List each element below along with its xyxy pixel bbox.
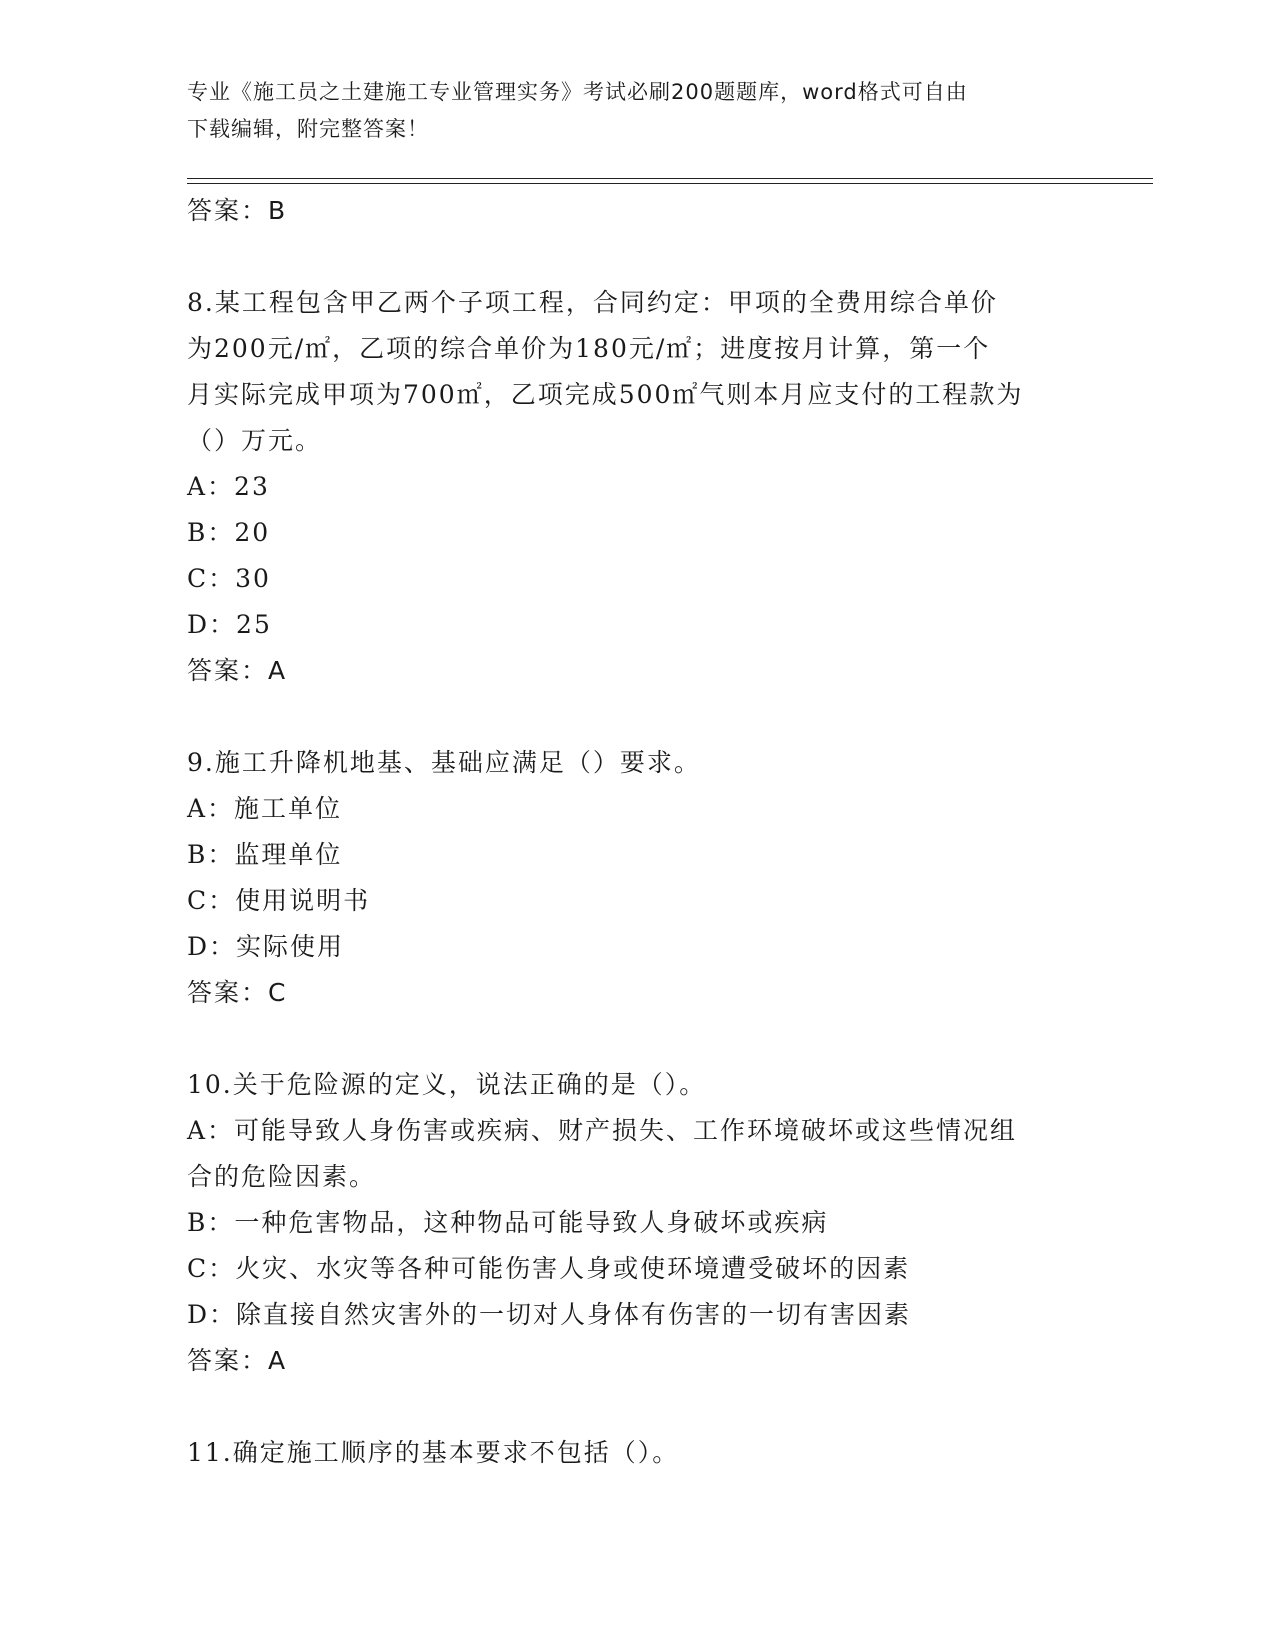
question-10-option-b: B：一种危害物品，这种物品可能导致人身破坏或疾病 <box>187 1208 829 1237</box>
header-line-1: 专业《施工员之土建施工专业管理实务》考试必刷200题题库，word格式可自由 <box>187 80 968 104</box>
question-9-option-a: A：施工单位 <box>187 794 343 823</box>
answer-previous: 答案：B <box>187 196 288 225</box>
question-11 <box>187 1430 1087 1476</box>
question-11-stem: 11.确定施工顺序的基本要求不包括（）。 <box>187 1438 680 1467</box>
header-line-2: 下载编辑，附完整答案！ <box>187 117 429 141</box>
question-10-option-a-line-2: 合的危险因素。 <box>187 1162 377 1191</box>
question-9-option-b: B：监理单位 <box>187 840 343 869</box>
question-8-option-b: B：20 <box>187 518 271 547</box>
question-content <box>187 188 1087 1476</box>
question-10 <box>187 1062 1087 1384</box>
question-8-stem-line-2: 为200元/㎡，乙项的综合单价为180元/㎡；进度按月计算，第一个 <box>187 334 991 363</box>
spacer <box>187 1016 1087 1062</box>
question-9-stem: 9.施工升降机地基、基础应满足（）要求。 <box>187 748 701 777</box>
header-divider-top <box>187 178 1153 179</box>
document-header <box>187 74 1067 148</box>
question-9-option-d: D：实际使用 <box>187 932 345 961</box>
question-10-option-a-line-1: A：可能导致人身伤害或疾病、财产损失、工作环境破坏或这些情况组 <box>187 1116 1018 1145</box>
question-10-stem: 10.关于危险源的定义，说法正确的是（）。 <box>187 1070 707 1099</box>
question-10-answer: 答案：A <box>187 1346 288 1375</box>
spacer <box>187 694 1087 740</box>
spacer <box>187 1384 1087 1430</box>
question-9 <box>187 740 1087 1016</box>
question-9-option-c: C：使用说明书 <box>187 886 371 915</box>
question-10-option-d: D：除直接自然灾害外的一切对人身体有伤害的一切有害因素 <box>187 1300 912 1329</box>
question-8-stem-line-3: 月实际完成甲项为700㎡，乙项完成500㎡气则本月应支付的工程款为 <box>187 380 1024 409</box>
question-8-option-a: A：23 <box>187 472 270 501</box>
question-8-answer: 答案：A <box>187 656 288 685</box>
question-9-answer: 答案：C <box>187 978 288 1007</box>
header-divider-bottom <box>187 183 1153 184</box>
question-8-option-d: D：25 <box>187 610 272 639</box>
question-8-stem-line-4: （）万元。 <box>187 426 323 455</box>
spacer <box>187 234 1087 280</box>
question-8-option-c: C：30 <box>187 564 271 593</box>
question-10-option-c: C：火灾、水灾等各种可能伤害人身或使环境遭受破坏的因素 <box>187 1254 911 1283</box>
question-8-stem-line-1: 8.某工程包含甲乙两个子项工程，合同约定：甲项的全费用综合单价 <box>187 288 998 317</box>
question-8 <box>187 280 1087 694</box>
